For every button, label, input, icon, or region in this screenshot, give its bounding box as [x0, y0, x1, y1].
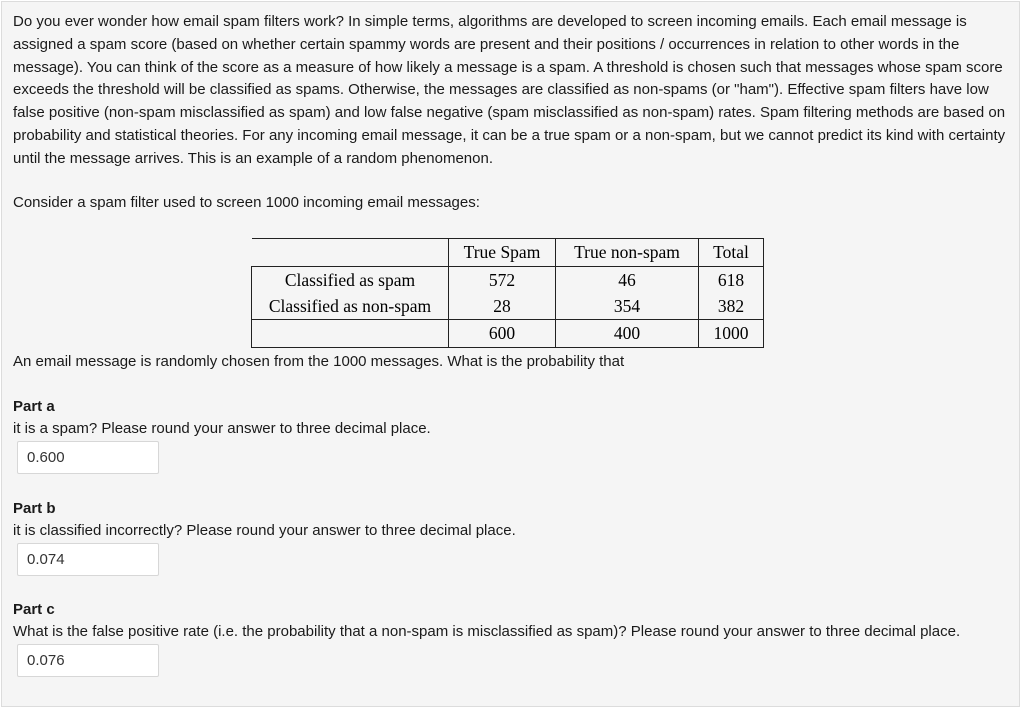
part-c-label: Part c: [13, 601, 55, 618]
table-cell: 400: [556, 320, 699, 348]
part-a-question: it is a spam? Please round your answer to three decimal place.: [13, 420, 431, 437]
table-header-cell: Total: [699, 239, 764, 267]
table-header-cell: [252, 239, 449, 267]
table-cell: 572: [449, 267, 556, 294]
table-cell: 382: [699, 293, 764, 320]
table-row-label: [252, 320, 449, 348]
question-panel: [1, 1, 1020, 707]
table-cell: 1000: [699, 320, 764, 348]
part-b-label: Part b: [13, 500, 56, 517]
consider-text: Consider a spam filter used to screen 1000 incoming email messages:: [13, 194, 480, 211]
part-c-question: What is the false positive rate (i.e. the probability that a non-spam is misclassified as spam)? Please round your answer to three decimal place.: [13, 623, 961, 640]
table-cell: 46: [556, 267, 699, 294]
part-c-answer-input[interactable]: [17, 644, 159, 677]
table-cell: 354: [556, 293, 699, 320]
table-row-label: Classified as spam: [252, 267, 449, 294]
table-cell: 28: [449, 293, 556, 320]
part-a-answer-input[interactable]: [17, 441, 159, 474]
table-cell: 618: [699, 267, 764, 294]
table-header-cell: True non-spam: [556, 239, 699, 267]
table-row: [252, 293, 764, 320]
spam-filter-table: [251, 238, 764, 348]
table-header-cell: True Spam: [449, 239, 556, 267]
part-b-question: it is classified incorrectly? Please round your answer to three decimal place.: [13, 522, 516, 539]
table-row-label: Classified as non-spam: [252, 293, 449, 320]
table-header-row: [252, 239, 764, 267]
part-a-label: Part a: [13, 398, 55, 415]
table-cell: 600: [449, 320, 556, 348]
part-b-answer-input[interactable]: [17, 543, 159, 576]
question-text: An email message is randomly chosen from the 1000 messages. What is the probability that: [13, 353, 625, 370]
intro-paragraph: Do you ever wonder how email spam filters work? In simple terms, algorithms are developed to screen incoming emails. Each email message is assigned a spam score (based on whether certain spammy words are present and their positions / occurrences in relation to other words in the message). You can think of the score as a measure of how likely a message is a spam. A threshold is chosen such that messages whose spam score exceeds the threshold will be classified as spams. Otherwise, the messages are classified as non-spams (or "ham"). Effective spam filters have low false positive (non-spam misclassified as spam) and low false negative (spam misclassified as non-spam) rates. Spam filtering methods are based on probability and statistical theories. For any incoming email message, it can be a true spam or a non-spam, but we cannot predict its kind with certainty until the message arrives. This is an example of a random phenomenon.: [13, 13, 1006, 167]
table-row: [252, 267, 764, 294]
table-total-row: [252, 320, 764, 348]
